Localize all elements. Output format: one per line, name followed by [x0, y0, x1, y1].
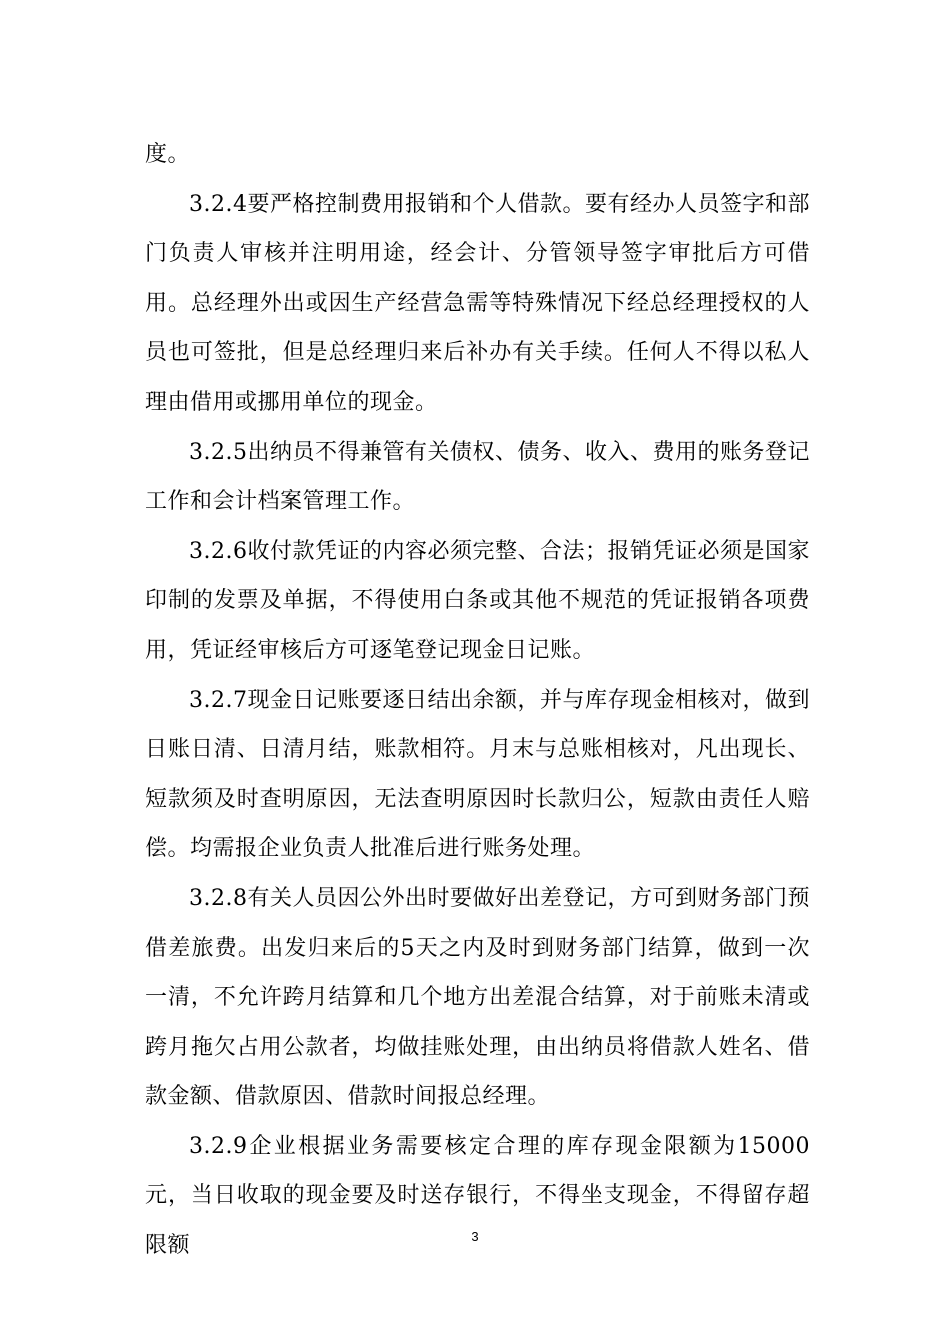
- paragraph-3-2-7: 3.2.7现金日记账要逐日结出余额，并与库存现金相核对，做到日账日清、日清月结，账款相符。月末与总账相核对，凡出现长、短款须及时查明原因，无法查明原因时长款归公，短款由责任人赔偿。均需报企业负责人批准后进行账务处理。: [145, 687, 810, 862]
- paragraph-continuation: 度。: [145, 142, 191, 167]
- paragraph-3-2-8: 3.2.8有关人员因公外出时要做好出差登记，方可到财务部门预借差旅费。出发归来后的5天之内及时到财务部门结算，做到一次一清，不允许跨月结算和几个地方出差混合结算，对于前账未清或跨月拖欠占用公款者，均做挂账处理，由出纳员将借款人姓名、借款金额、借款原因、借款时间报总经理。: [145, 885, 810, 1110]
- document-body: [145, 130, 810, 1271]
- paragraph-3-2-9: 3.2.9企业根据业务需要核定合理的库存现金限额为15000元，当日收取的现金要及时送存银行，不得坐支现金，不得留存超限额: [145, 1133, 810, 1259]
- paragraph-3-2-4: 3.2.4要严格控制费用报销和个人借款。要有经办人员签字和部门负责人审核并注明用途，经会计、分管领导签字审批后方可借用。总经理外出或因生产经营急需等特殊情况下经总经理授权的人员也可签批，但是总经理归来后补办有关手续。任何人不得以私人理由借用或挪用单位的现金。: [145, 191, 810, 415]
- paragraph-3-2-6: 3.2.6收付款凭证的内容必须完整、合法；报销凭证必须是国家印制的发票及单据，不得使用白条或其他不规范的凭证报销各项费用，凭证经审核后方可逐笔登记现金日记账。: [145, 538, 810, 663]
- page-number: 3: [471, 1229, 479, 1244]
- paragraph-3-2-5: 3.2.5出纳员不得兼管有关债权、债务、收入、费用的账务登记工作和会计档案管理工作。: [145, 439, 810, 515]
